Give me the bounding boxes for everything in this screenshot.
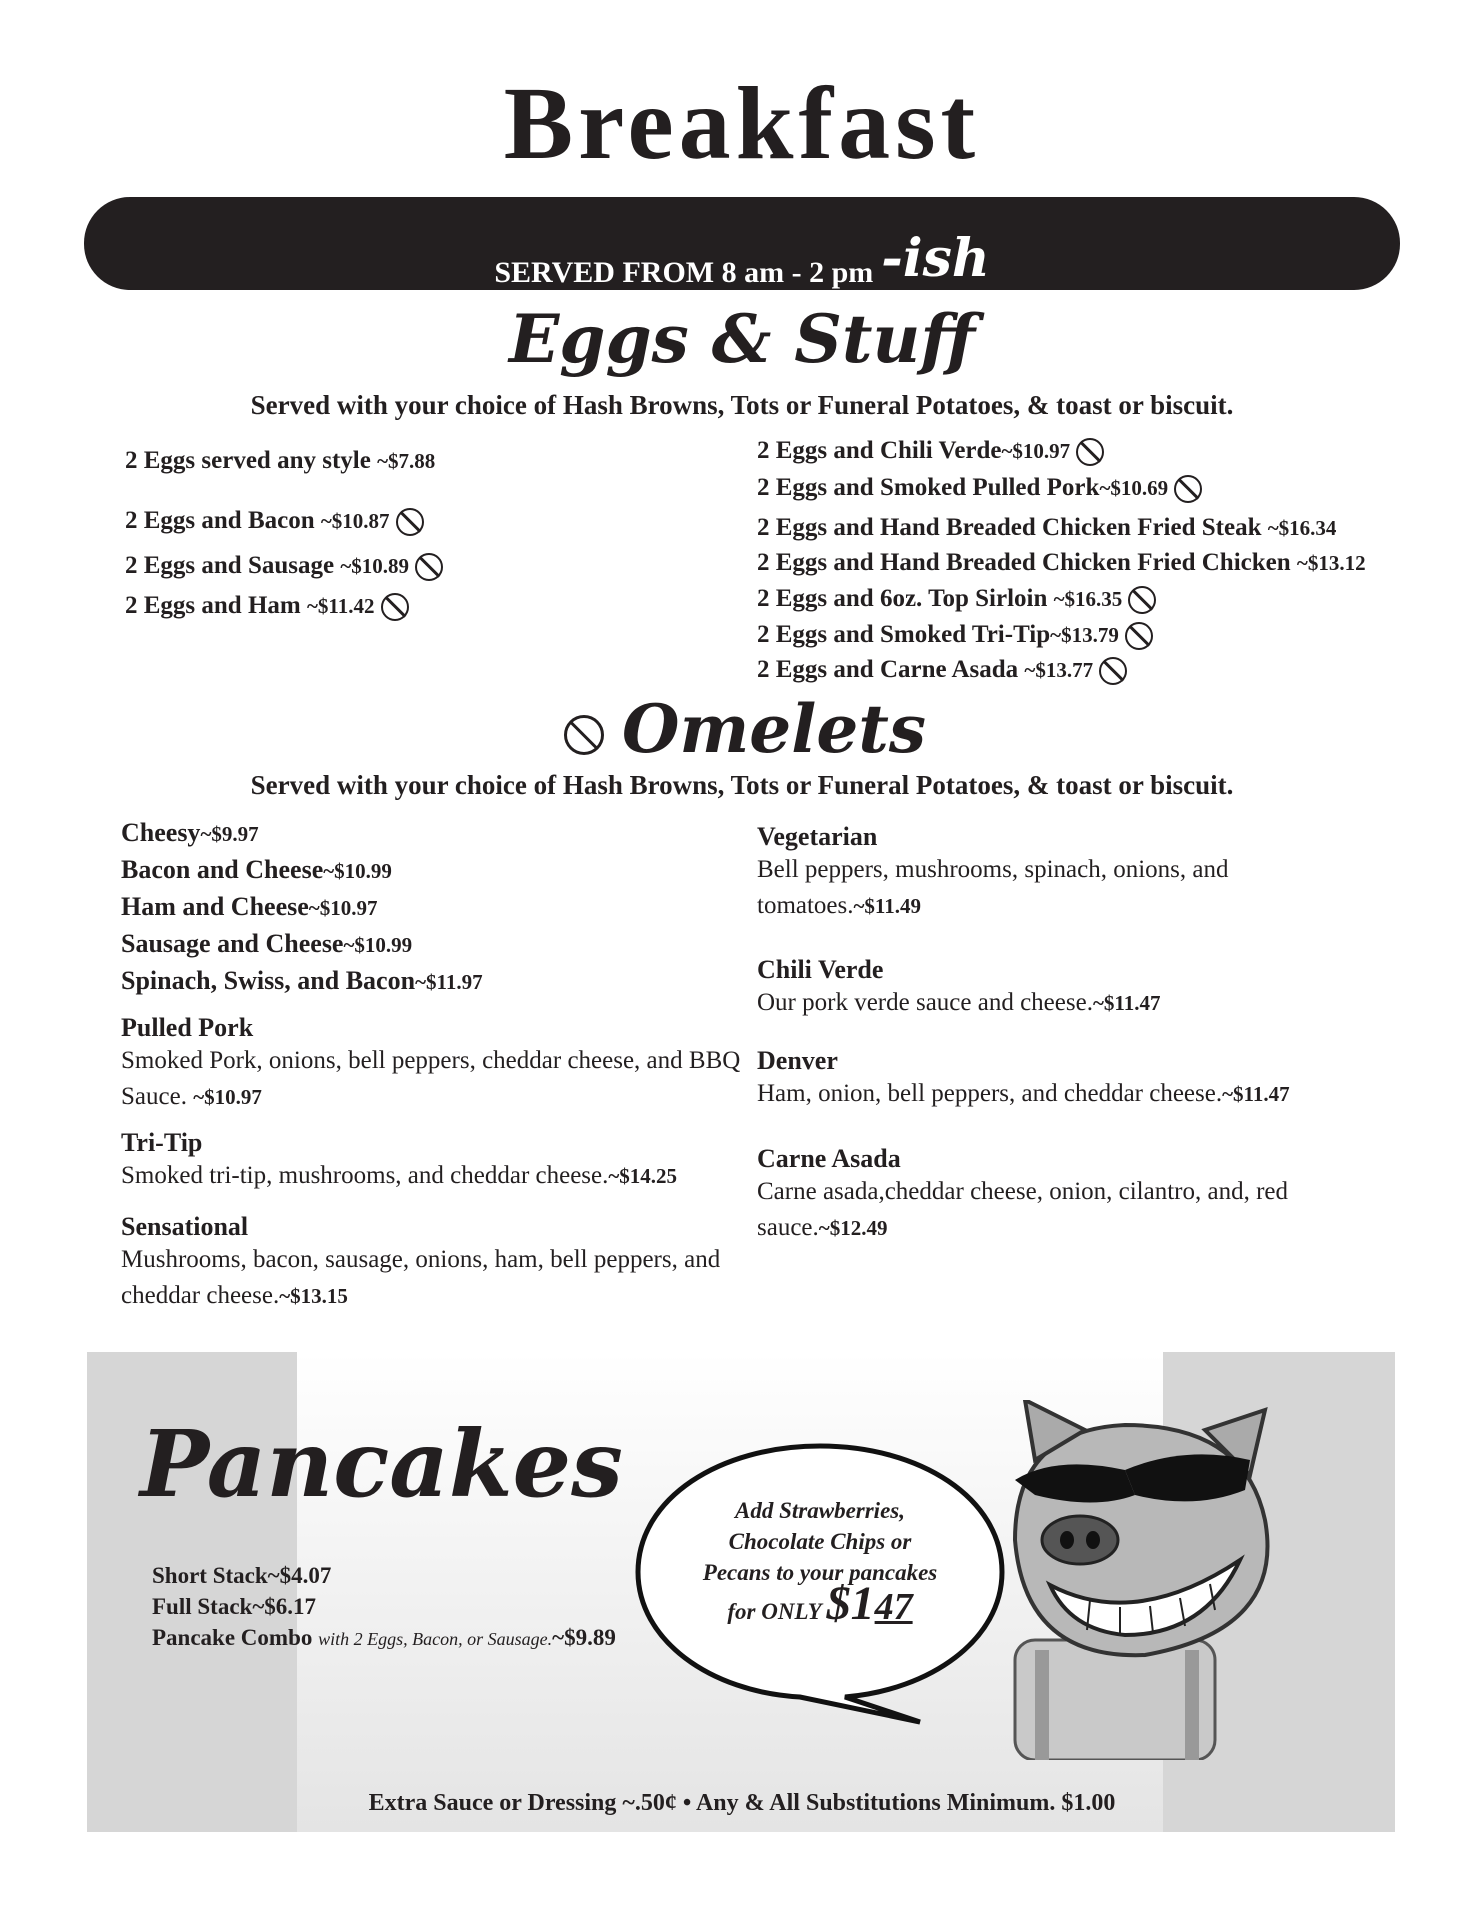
list-item: Bacon and Cheese~$10.99: [121, 855, 392, 884]
hours-text: [0, 228, 1484, 295]
eggs-item: 2 Eggs and Chili Verde~$10.97: [757, 437, 1104, 466]
omelets-heading: Omelets: [0, 690, 1484, 768]
eggs-item: 2 Eggs served any style ~$7.88: [125, 447, 436, 474]
list-item: Full Stack~$6.17: [152, 1594, 317, 1619]
eggs-item: 2 Eggs and Ham ~$11.42: [125, 592, 409, 621]
omelet-denver: Denver Ham, onion, bell peppers, and cheddar cheese.~$11.47: [757, 1046, 1290, 1107]
omelet-sensational: Sensational Mushrooms, bacon, sausage, onions, ham, bell peppers, and cheddar cheese.~$13.15: [121, 1212, 721, 1309]
gluten-free-icon: [1174, 475, 1202, 503]
gluten-free-icon: [1125, 622, 1153, 650]
hours-label: SERVED FROM 8 am - 2 pm: [494, 256, 874, 289]
pig-mascot-illustration: [995, 1400, 1295, 1760]
gluten-free-icon: [415, 553, 443, 581]
gluten-free-icon: [1076, 438, 1104, 466]
eggs-item: 2 Eggs and Hand Breaded Chicken Fried Chicken ~$13.12: [757, 549, 1366, 576]
eggs-item: 2 Eggs and Smoked Tri-Tip~$13.79: [757, 621, 1153, 650]
eggs-item: 2 Eggs and Smoked Pulled Pork~$10.69: [757, 474, 1202, 503]
omelet-vegetarian: Vegetarian Bell peppers, mushrooms, spinach, onions, and tomatoes.~$11.49: [757, 822, 1229, 919]
bubble-text: Add Strawberries, Chocolate Chips or Pecans to your pancakes for ONLY $147: [702, 1498, 938, 1630]
list-item: Ham and Cheese~$10.97: [121, 892, 378, 921]
omelet-pulled-pork: Pulled Pork Smoked Pork, onions, bell peppers, cheddar cheese, and BBQ Sauce. ~$10.97: [121, 1013, 741, 1110]
eggs-item: 2 Eggs and Bacon ~$10.87: [125, 507, 424, 536]
eggs-subtitle: Served with your choice of Hash Browns, Tots or Funeral Potatoes, & toast or biscuit.: [250, 390, 1234, 420]
simple-omelet-list: [121, 815, 483, 1000]
list-item: Short Stack~$4.07: [152, 1563, 332, 1588]
omelets-subtitle: Served with your choice of Hash Browns, Tots or Funeral Potatoes, & toast or biscuit.: [250, 770, 1234, 800]
pancake-list: [152, 1560, 616, 1655]
list-item: Sausage and Cheese~$10.99: [121, 929, 413, 958]
footer-note: Extra Sauce or Dressing ~.50¢ • Any & All Substitutions Minimum. $1.00: [368, 1790, 1116, 1816]
gluten-free-icon: [564, 715, 604, 755]
bubble-cents: 47: [874, 1586, 913, 1628]
ish-label: -ish: [881, 228, 990, 289]
eggs-item: 2 Eggs and Sausage ~$10.89: [125, 552, 443, 581]
gluten-free-icon: [1099, 657, 1127, 685]
gluten-free-icon: [396, 508, 424, 536]
list-item: Cheesy~$9.97: [121, 818, 259, 847]
eggs-item: 2 Eggs and Carne Asada ~$13.77: [757, 656, 1127, 685]
eggs-heading: Eggs & Stuff: [508, 300, 976, 378]
list-item: Pancake Combo with 2 Eggs, Bacon, or Sausage.~$9.89: [152, 1625, 616, 1650]
bubble-price: $1: [826, 1577, 875, 1630]
list-item: Spinach, Swiss, and Bacon~$11.97: [121, 966, 483, 995]
gluten-free-icon: [1128, 586, 1156, 614]
omelet-chili-verde: Chili Verde Our pork verde sauce and cheese.~$11.47: [757, 955, 1161, 1016]
gluten-free-icon: [381, 593, 409, 621]
page-title: Breakfast: [503, 66, 981, 181]
eggs-item: 2 Eggs and Hand Breaded Chicken Fried Steak ~$16.34: [757, 514, 1337, 541]
omelet-carne-asada: Carne Asada Carne asada,cheddar cheese, onion, cilantro, and, red sauce.~$12.49: [757, 1144, 1289, 1241]
eggs-item: 2 Eggs and 6oz. Top Sirloin ~$16.35: [757, 585, 1156, 614]
omelet-tri-tip: Tri-Tip Smoked tri-tip, mushrooms, and cheddar cheese.~$14.25: [121, 1128, 678, 1189]
pancakes-heading: Pancakes: [140, 1410, 623, 1518]
